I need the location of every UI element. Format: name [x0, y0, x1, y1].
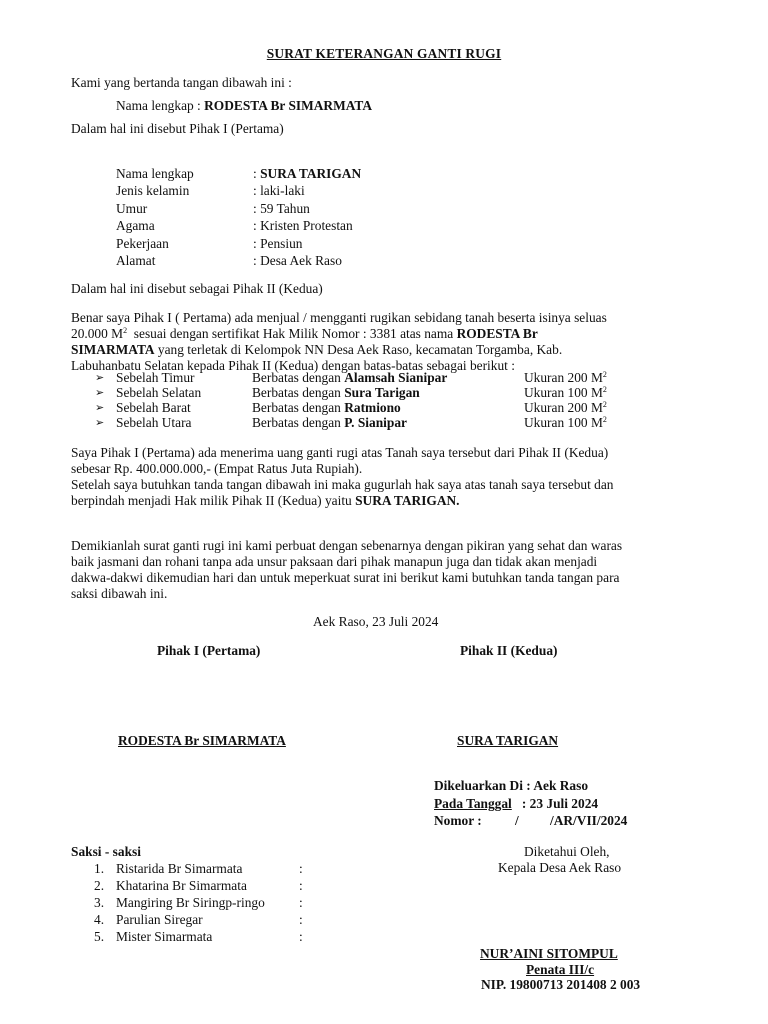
arrow-bullet-icon: ➢ — [95, 372, 105, 384]
body2-line4: berpindah menjadi Hak milik Pihak II (Kedua) yaitu SURA TARIGAN. — [71, 493, 460, 508]
pihak1-row — [116, 97, 372, 114]
signature-left-name: RODESTA Br SIMARMATA — [118, 733, 286, 748]
closing-line2: baik jasmani dan rohani tanpa ada unsur paksaan dari pihak manapun juga dan tidak akan menjadi — [71, 554, 598, 569]
witnesses-heading: Saksi - saksi — [71, 844, 141, 859]
signature-right-title: Pihak II (Kedua) — [460, 643, 558, 658]
place-date: Aek Raso, 23 Juli 2024 — [313, 614, 439, 629]
known-by-line1: Diketahui Oleh, — [524, 844, 610, 859]
body1-line2: 20.000 $M^2$ sesuai dengan sertifikat Hak Milik Nomor : 3381 atas nama RODESTA Br — [71, 326, 538, 341]
closing-line3: dakwa-dakwi dikemudian hari dan untuk meperkuat surat ini berikut kami butuhkan tanda tangan para — [71, 570, 620, 585]
official-name: NUR’AINI SITOMPUL — [480, 946, 618, 961]
body2-line2: sebesar Rp. 400.000.000,- (Empat Ratus Juta Rupiah). — [71, 461, 363, 476]
field-label: Agama — [116, 218, 155, 233]
signature-left-title: Pihak I (Pertama) — [157, 643, 261, 658]
issued-date: Pada Tanggal : 23 Juli 2024 — [434, 796, 599, 811]
body1-line1: Benar saya Pihak I ( Pertama) ada menjual / mengganti rugikan sebidang tanah beserta isinya seluas — [71, 310, 607, 325]
body2-line3: Setelah saya butuhkan tanda tangan dibawah ini maka gugurlah hak saya atas tanah saya tersebut dan — [71, 477, 614, 492]
field-value: : SURA TARIGAN — [253, 166, 362, 181]
pihak1-desc: Dalam hal ini disebut Pihak I (Pertama) — [71, 121, 284, 136]
field-label: Jenis kelamin — [116, 183, 190, 198]
field-value: : Pensiun — [253, 236, 303, 251]
document-page: SURAT KETERANGAN GANTI RUGI Kami yang bertanda tangan dibawah ini : Nama lengkap : RODESTA Br SIMARMATA Dalam hal ini disebut Pihak I (Pertama) Nama lengkap : SURA TARIGAN Jenis kelamin : laki-laki Umur : 59 Tahun Agama : Kristen Protestan Pekerjaan : Pensiun Alamat : Desa Aek Raso Dalam hal ini disebut sebagai Pihak II (Kedua) Benar saya Pihak I ( Pertama) ada menjual / mengganti rugikan sebidang tanah beserta isinya seluas 20.000 $M^2$ sesuai dengan sertifikat Hak Milik Nomor : 3381 atas nama RODESTA Br SIMARMATA yang terletak di Kelompok NN Desa Aek Raso, kecamatan Torgamba, Kab. Labuhanbatu Selatan kepada Pihak II (Kedua) dengan batas-batas sebagai berikut : ➢ Sebelah Timur Berbatas dengan Alamsah Sianipar Ukuran 200 $M^2$ ➢ Sebelah Selatan Berbatas dengan Sura Tarigan Ukuran 100 $M^2$ ➢ Sebelah Barat Berbatas dengan Ratmiono Ukuran 200 $M^2$ ➢ Sebelah Utara Berbatas dengan P. Sianipar Ukuran 100 $M^2$ Saya Pihak I (Pertama) ada menerima uang ganti rugi atas Tanah saya tersebut dari Pihak II (Kedua) sebesar Rp. 400.000.000,- (Empat Ratus Juta Rupiah). Setelah saya butuhkan tanda tangan dibawah ini maka gugurlah hak saya atas tanah saya tersebut dan berpindah menjadi Hak milik Pihak II (Kedua) yaitu SURA TARIGAN. Demikianlah surat ganti rugi ini kami perbuat dengan sebenarnya dengan pikiran yang sehat dan waras baik jasmani dan rohani tanpa ada unsur paksaan dari pihak manapun juga dan tidak akan menjadi dakwa-dakwi dikemudian hari dan untuk meperkuat surat ini berikut kami butuhkan tanda tangan para saksi dibawah ini. Aek Raso, 23 Juli 2024 Pihak I (Pertama) Pihak II (Kedua) RODESTA Br SIMARMATA SURA TARIGAN Dikeluarkan Di : Aek Raso Pada Tanggal : 23 Juli 2024 Nomor : / /AR/VII/2024 Saksi - saksi 1. Ristarida Br Simarmata : 2. Khatarina Br Simarmata : 3. Mangiring Br Siringp-ringo : 4. Parulian Siregar : 5. Mister Simarmata : Diketahui Oleh, Kepala Desa Aek Raso NUR’AINI SITOMPUL Penata III/c NIP. 19800713 201408 2 003 — [0, 0, 768, 1024]
issued-nomor: Nomor : / /AR/VII/2024 — [434, 813, 628, 828]
known-by-line2: Kepala Desa Aek Raso — [498, 860, 622, 875]
body1-line3: SIMARMATA yang terletak di Kelompok NN Desa Aek Raso, kecamatan Torgamba, Kab. — [71, 342, 563, 357]
pihak2-desc: Dalam hal ini disebut sebagai Pihak II (Kedua) — [71, 281, 323, 296]
field-label: Pekerjaan — [116, 236, 169, 251]
arrow-bullet-icon: ➢ — [95, 387, 105, 399]
arrow-bullet-icon: ➢ — [95, 417, 105, 429]
intro-text: Kami yang bertanda tangan dibawah ini : — [71, 75, 292, 90]
field-label: Alamat — [116, 253, 156, 268]
issued-place: Dikeluarkan Di : Aek Raso — [434, 778, 589, 793]
field-label: Umur — [116, 201, 148, 216]
field-value: : 59 Tahun — [253, 201, 310, 216]
field-value: : laki-laki — [253, 183, 305, 198]
document-title: SURAT KETERANGAN GANTI RUGI — [266, 46, 502, 61]
body1-line4: Labuhanbatu Selatan kepada Pihak II (Kedua) dengan batas-batas sebagai berikut : — [71, 358, 515, 373]
field-value: : Desa Aek Raso — [253, 253, 342, 268]
field-label: Nama lengkap — [116, 166, 194, 181]
arrow-bullet-icon: ➢ — [95, 402, 105, 414]
closing-line1: Demikianlah surat ganti rugi ini kami perbuat dengan sebenarnya dengan pikiran yang sehat dan waras — [71, 538, 623, 553]
official-rank: Penata III/c — [526, 962, 595, 977]
pihak1-name: RODESTA Br SIMARMATA — [204, 98, 373, 113]
signature-right-name: SURA TARIGAN — [457, 733, 559, 748]
body2-line1: Saya Pihak I (Pertama) ada menerima uang ganti rugi atas Tanah saya tersebut dari Pihak II (Kedua) — [71, 445, 609, 460]
official-nip: NIP. 19800713 201408 2 003 — [481, 977, 641, 992]
closing-line4: saksi dibawah ini. — [71, 586, 168, 601]
field-value: : Kristen Protestan — [253, 218, 353, 233]
pihak1-label: Nama lengkap : — [116, 98, 205, 113]
